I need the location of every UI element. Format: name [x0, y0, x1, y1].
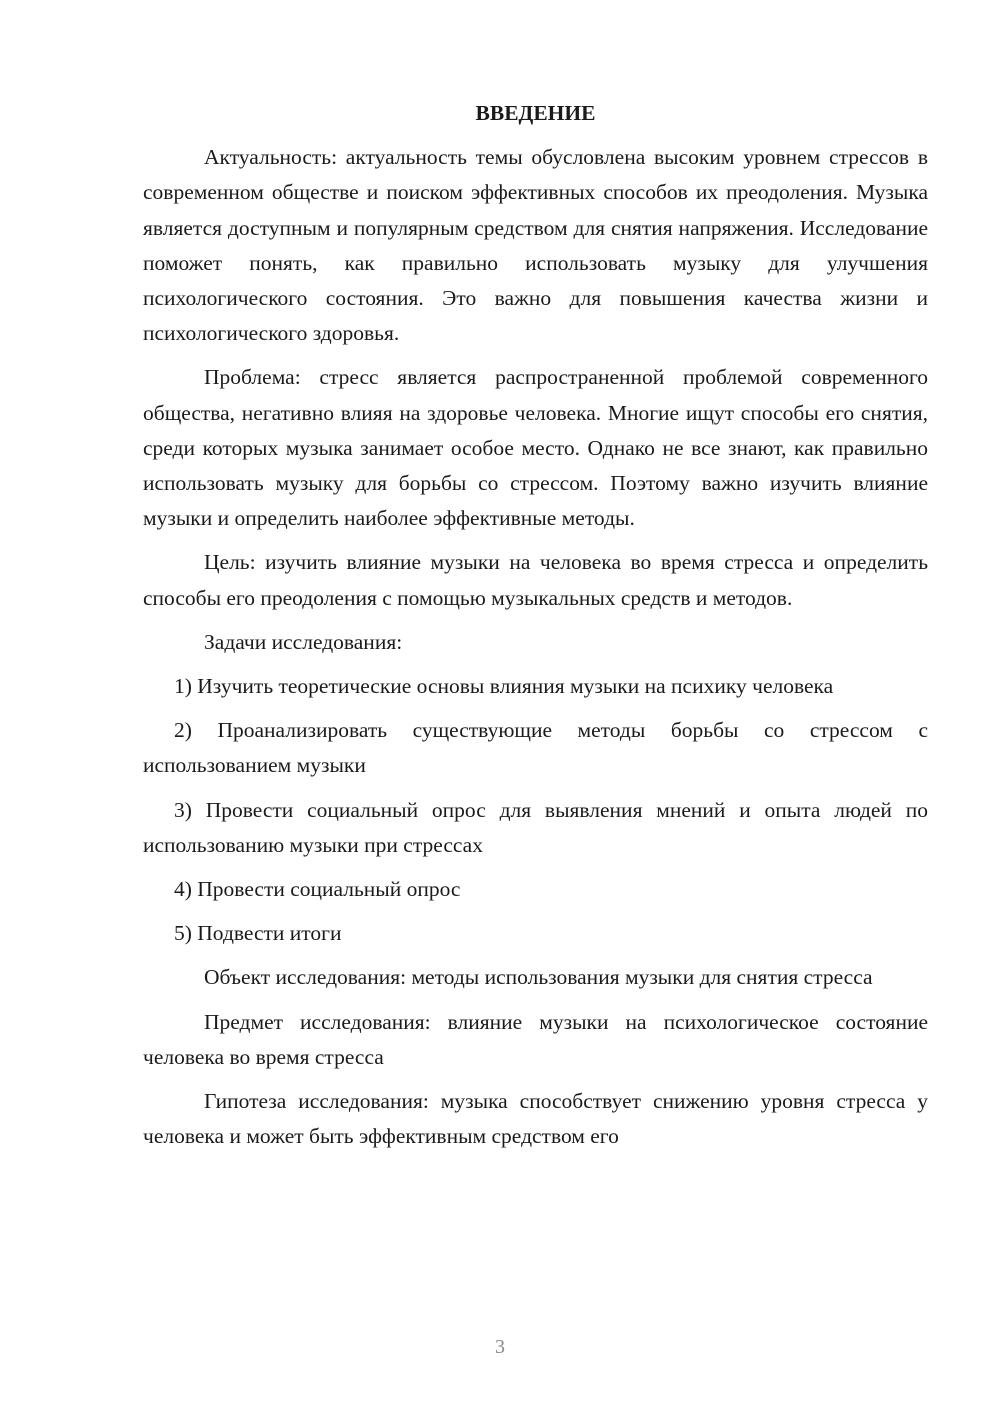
paragraph-relevance: Актуальность: актуальность темы обусловлена высоким уровнем стрессов в современном обществе и поиском эффективных способов их преодоления. Музыка является доступным и популярным средством для снятия напряжения. Исследование поможет понять, как правильно использовать музыку для улучшения психологического состояния. Это важно для повышения качества жизни и психологического здоровья. — [143, 145, 928, 346]
list-item: 1) Изучить теоретические основы влияния музыки на психику человека — [174, 674, 834, 699]
paragraph-subject: Предмет исследования: влияние музыки на психологическое состояние человека во время стресса — [143, 1009, 928, 1069]
paragraph-hypothesis: Гипотеза исследования: музыка способствует снижению уровня стресса у человека и может быть эффективным средством его — [143, 1089, 928, 1149]
list-item: 5) Подвести итоги — [174, 921, 342, 946]
paragraph-tasks-heading: Задачи исследования: — [204, 629, 403, 654]
paragraph-object: Объект исследования: методы использования музыки для снятия стресса — [204, 965, 873, 990]
page-number: 3 — [495, 1336, 505, 1358]
list-item: 4) Провести социальный опрос — [174, 877, 461, 902]
paragraph-problem: Проблема: стресс является распространенной проблемой современного общества, негативно влияя на здоровье человека. Многие ищут способы его снятия, среди которых музыка занимает особое место. Однако не все знают, как правильно использовать музыку для борьбы со стрессом. Поэтому важно изучить влияние музыки и определить наиболее эффективные методы. — [143, 365, 928, 531]
page-content — [143, 96, 928, 1163]
page-title: ВВЕДЕНИЕ — [475, 101, 596, 125]
list-item: 2) Проанализировать существующие методы борьбы со стрессом с использованием музыки — [143, 718, 928, 778]
list-item: 3) Провести социальный опрос для выявления мнений и опыта людей по использованию музыки при стрессах — [143, 797, 928, 857]
paragraph-goal: Цель: изучить влияние музыки на человека во время стресса и определить способы его преодоления с помощью музыкальных средств и методов. — [143, 550, 928, 610]
